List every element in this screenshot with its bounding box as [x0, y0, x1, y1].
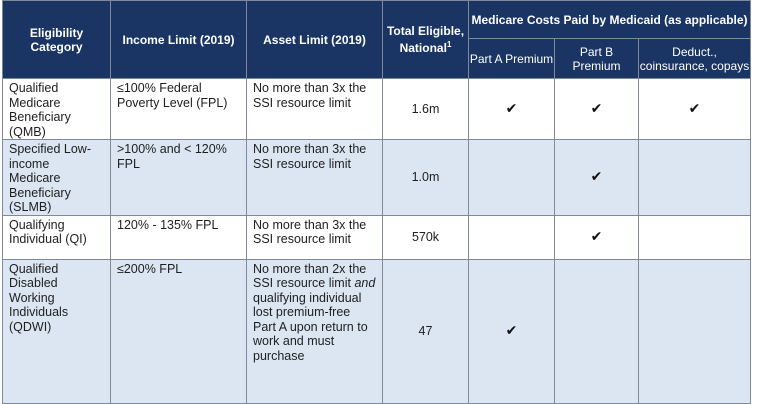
cell-income: >100% and < 120% FPL [111, 140, 247, 216]
cell-part-b [555, 259, 639, 403]
header-part-a-premium: Part A Premium [469, 39, 555, 79]
cell-deduct [639, 215, 751, 259]
cell-deduct [639, 259, 751, 403]
header-part-b-premium: Part B Premium [555, 39, 639, 79]
cell-total: 47 [383, 259, 469, 403]
cell-part-a [469, 140, 555, 216]
cell-total: 570k [383, 215, 469, 259]
header-medicare-costs: Medicare Costs Paid by Medicaid (as applicable) [469, 1, 751, 39]
table-container [2, 0, 758, 400]
header-total-eligible [383, 1, 469, 79]
header-asset-limit: Asset Limit (2019) [247, 1, 383, 79]
cell-total: 1.6m [383, 79, 469, 140]
check-icon: ✔ [639, 79, 751, 140]
table-row [3, 259, 751, 403]
check-icon: ✔ [555, 215, 639, 259]
check-icon: ✔ [469, 259, 555, 403]
check-icon: ✔ [555, 140, 639, 216]
cell-asset: No more than 3x the SSI resource limit [247, 79, 383, 140]
header-total-footnote: 1 [446, 40, 452, 49]
asset-text-emphasis: and [354, 276, 376, 290]
cell-asset: No more than 3x the SSI resource limit [247, 215, 383, 259]
check-icon: ✔ [469, 79, 555, 140]
cell-part-a [469, 215, 555, 259]
header-deductibles: Deduct., coinsurance, copays [639, 39, 751, 79]
cell-total: 1.0m [383, 140, 469, 216]
check-icon: ✔ [555, 79, 639, 140]
cell-deduct [639, 140, 751, 216]
cell-income: 120% - 135% FPL [111, 215, 247, 259]
asset-text-pre: No more than 2x the SSI resource limit [253, 261, 367, 290]
cell-category: Qualified Medicare Beneficiary (QMB) [3, 79, 111, 140]
table-row [3, 79, 751, 140]
cell-category: Qualifying Individual (QI) [3, 215, 111, 259]
cell-income: ≤100% Federal Poverty Level (FPL) [111, 79, 247, 140]
cell-category: Qualified Disabled Working Individuals (QDWI) [3, 259, 111, 403]
cell-category: Specified Low-income Medicare Beneficiary (SLMB) [3, 140, 111, 216]
cell-income: ≤200% FPL [111, 259, 247, 403]
asset-text-post: qualifying individual lost premium-free Part A upon return to work and must purchase [253, 290, 368, 363]
cell-asset [247, 259, 383, 403]
header-eligibility-category: Eligibility Category [3, 1, 111, 79]
cell-asset: No more than 3x the SSI resource limit [247, 140, 383, 216]
table-row [3, 215, 751, 259]
table-row [3, 140, 751, 216]
eligibility-table [2, 0, 751, 404]
header-income-limit: Income Limit (2019) [111, 1, 247, 79]
header-total-eligible-label: Total Eligible, National [386, 24, 465, 55]
